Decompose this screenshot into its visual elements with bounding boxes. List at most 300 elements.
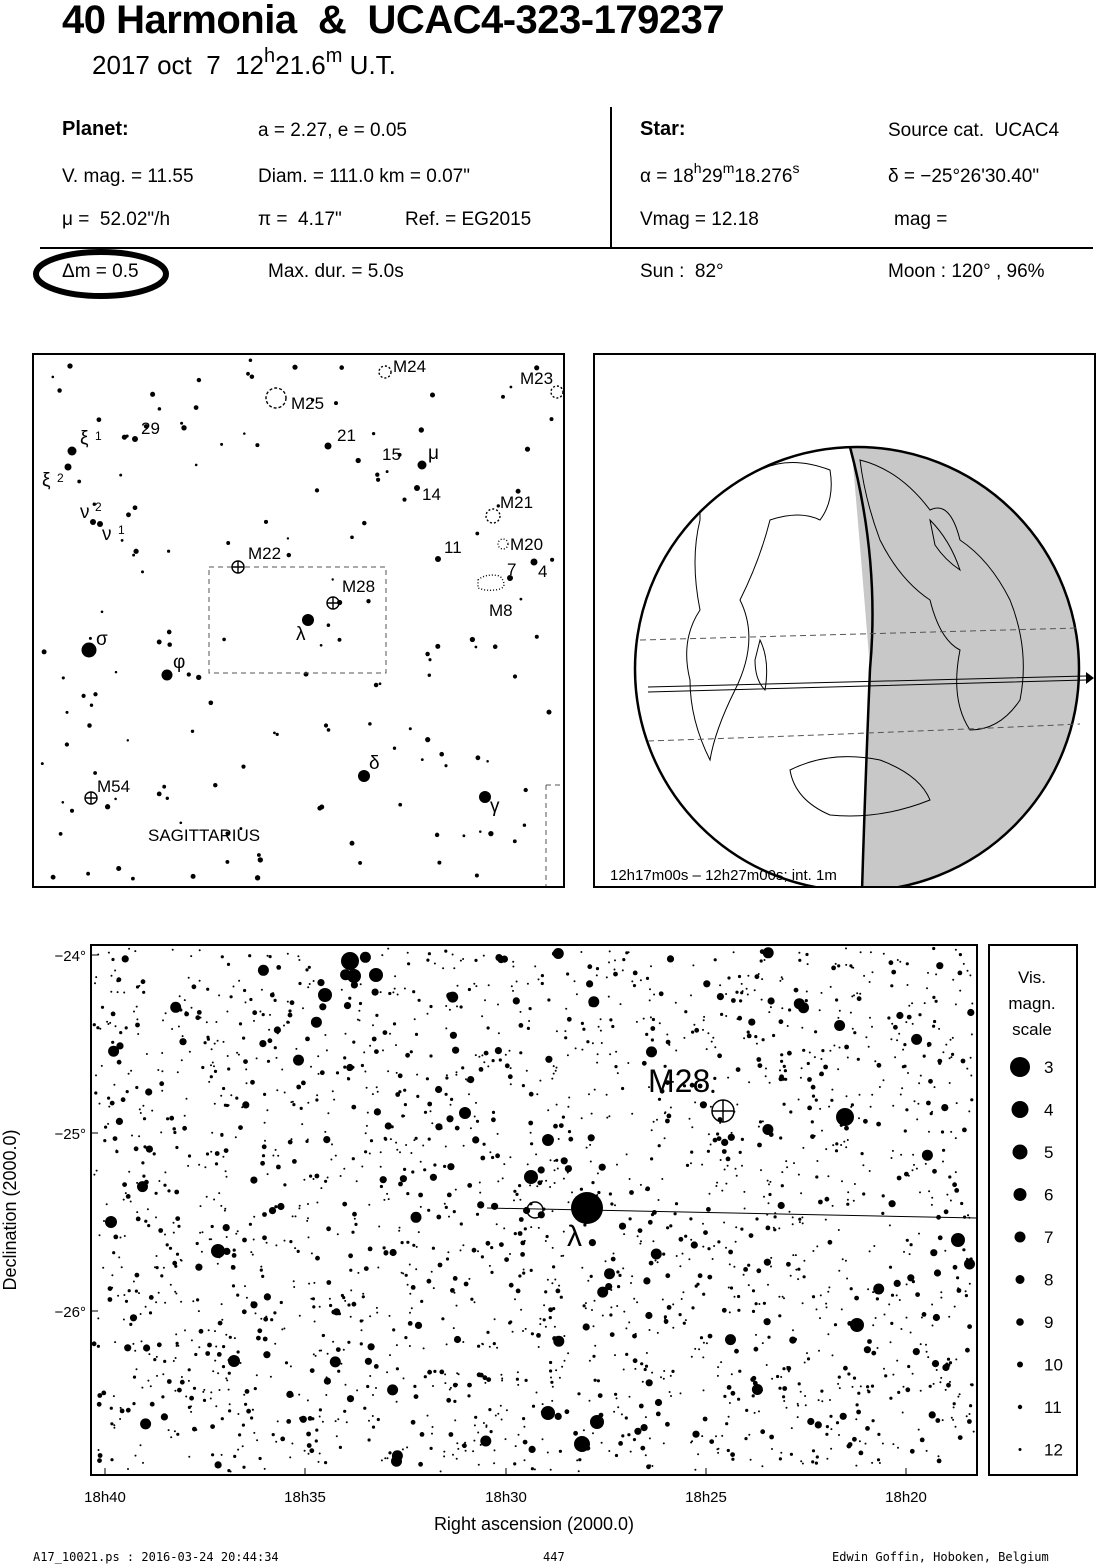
chart-star [872, 1324, 874, 1326]
chart-star [125, 1300, 128, 1303]
chart-star [327, 1177, 329, 1179]
chart-star [971, 1003, 973, 1005]
chart-star [522, 1084, 525, 1087]
chart-star [286, 1021, 289, 1024]
svg-text:2: 2 [57, 471, 64, 485]
chart-star [801, 1216, 803, 1218]
chart-star [274, 1343, 276, 1345]
chart-star [802, 1049, 805, 1052]
chart-star [122, 955, 129, 962]
chart-star [729, 1402, 731, 1404]
chart-star [505, 1054, 507, 1056]
chart-star [497, 1180, 499, 1182]
chart-star [427, 1013, 429, 1015]
chart-star [756, 1268, 761, 1273]
chart-star [743, 1191, 745, 1193]
chart-star [547, 1279, 549, 1281]
chart-star [539, 1323, 541, 1325]
chart-star [644, 1368, 647, 1371]
chart-star [280, 1437, 285, 1442]
chart-star [903, 1065, 906, 1068]
chart-star [724, 1169, 726, 1171]
chart-star [803, 1275, 806, 1278]
chart-star [467, 1383, 472, 1388]
chart-star [550, 1469, 552, 1471]
chart-star [552, 1386, 554, 1388]
chart-star [95, 1074, 97, 1076]
chart-star [761, 978, 763, 980]
field-star [493, 644, 498, 649]
chart-star [872, 971, 874, 973]
chart-star [300, 1107, 303, 1110]
chart-star [761, 1465, 763, 1467]
chart-star [755, 1217, 758, 1220]
chart-star [641, 1424, 648, 1431]
chart-star [298, 982, 301, 985]
chart-star [781, 1184, 784, 1187]
chart-star [863, 975, 865, 977]
chart-star [137, 1033, 139, 1035]
chart-star [618, 1274, 621, 1277]
chart-star [146, 1146, 153, 1153]
chart-star [387, 1384, 398, 1395]
chart-star [694, 1028, 699, 1033]
chart-star [747, 975, 749, 977]
chart-star [498, 956, 505, 963]
chart-star [415, 1033, 418, 1036]
chart-star [670, 1375, 672, 1377]
chart-star [399, 1151, 401, 1153]
chart-star [444, 1203, 446, 1205]
chart-star [410, 1152, 412, 1154]
label-nu2: ν [80, 502, 90, 523]
chart-star [237, 1230, 239, 1232]
chart-star [106, 1203, 108, 1205]
chart-star [161, 1070, 163, 1072]
field-star [82, 694, 86, 698]
chart-star [600, 1018, 602, 1020]
chart-star [376, 1312, 378, 1314]
chart-star [225, 1170, 227, 1172]
chart-star [951, 1417, 953, 1419]
chart-star [591, 1309, 593, 1311]
chart-star [744, 1208, 746, 1210]
chart-star [368, 1420, 370, 1422]
chart-star [902, 1049, 904, 1051]
chart-star [696, 1283, 699, 1286]
chart-star [568, 1137, 573, 1142]
chart-star [199, 1232, 201, 1234]
chart-star [144, 1220, 147, 1223]
chart-star [418, 1193, 423, 1198]
field-star [376, 478, 380, 482]
chart-star [798, 1174, 800, 1176]
chart-star [758, 973, 760, 975]
chart-star [368, 1247, 373, 1252]
chart-star [327, 1353, 329, 1355]
chart-star [416, 1095, 419, 1098]
chart-star [217, 1372, 219, 1374]
chart-star [745, 1409, 748, 1412]
chart-star [493, 1342, 496, 1345]
field-star [241, 765, 245, 769]
field-star [115, 671, 118, 674]
chart-star [434, 963, 436, 965]
chart-star [743, 1274, 745, 1276]
chart-star [767, 1284, 769, 1286]
chart-star [752, 1384, 763, 1395]
chart-star [717, 1452, 719, 1454]
chart-star [411, 1170, 414, 1173]
chart-star [912, 1154, 914, 1156]
finder-star-field [41, 358, 554, 880]
chart-star [748, 1434, 750, 1436]
chart-star [449, 1389, 451, 1391]
chart-star [96, 1170, 98, 1172]
field-star [476, 755, 481, 760]
chart-star [622, 969, 624, 971]
chart-star [519, 1051, 522, 1054]
chart-star [490, 1246, 493, 1249]
chart-star [800, 1391, 802, 1393]
chart-star [651, 1465, 653, 1467]
chart-star [336, 1435, 338, 1437]
chart-star [398, 1230, 400, 1232]
chart-star [166, 1243, 169, 1246]
chart-star [970, 1075, 972, 1077]
chart-star [588, 1093, 590, 1095]
chart-star [334, 1313, 336, 1315]
chart-star [649, 1437, 651, 1439]
chart-star [520, 1011, 522, 1013]
chart-star [337, 1233, 339, 1235]
chart-star [629, 1178, 631, 1180]
chart-star [376, 1086, 378, 1088]
field-star [546, 710, 551, 715]
chart-star [326, 1226, 331, 1231]
field-star [77, 480, 81, 484]
chart-star [108, 1046, 119, 1057]
field-star [167, 630, 172, 635]
chart-star [859, 1440, 861, 1442]
field-star [222, 638, 226, 642]
chart-star [140, 1418, 151, 1429]
chart-star [174, 1291, 176, 1293]
chart-star [818, 1399, 820, 1401]
chart-star [253, 1020, 255, 1022]
chart-star [264, 1122, 266, 1124]
chart-star [910, 1449, 915, 1454]
chart-star [484, 1382, 486, 1384]
chart-star [862, 1164, 864, 1166]
chart-star [478, 1056, 480, 1058]
chart-star [211, 1132, 213, 1134]
chart-star [228, 1389, 230, 1391]
chart-star [223, 1224, 230, 1231]
chart-star [512, 1331, 514, 1333]
chart-star [800, 1192, 802, 1194]
chart-star [474, 1301, 476, 1303]
field-star [121, 539, 124, 542]
chart-star [692, 964, 694, 966]
chart-star [261, 1275, 264, 1278]
chart-star [324, 1461, 327, 1464]
chart-star [905, 1021, 907, 1023]
chart-star [798, 1382, 801, 1385]
chart-star [691, 1126, 693, 1128]
chart-star [102, 1267, 104, 1269]
chart-star [238, 980, 240, 982]
chart-star [614, 1354, 616, 1356]
chart-star [446, 992, 453, 999]
chart-star [532, 1405, 535, 1408]
field-star [428, 658, 431, 661]
chart-star [923, 1055, 926, 1058]
chart-star [658, 1199, 660, 1201]
chart-star [606, 1117, 608, 1119]
chart-star [770, 1266, 772, 1268]
chart-star [374, 1049, 379, 1054]
chart-star [492, 1111, 495, 1114]
chart-star [188, 1456, 190, 1458]
chart-star [429, 1054, 432, 1057]
chart-star [192, 984, 197, 989]
chart-star [551, 1078, 553, 1080]
chart-star [760, 1169, 762, 1171]
chart-star [175, 1293, 177, 1295]
chart-star [859, 993, 861, 995]
chart-star [907, 1015, 912, 1020]
chart-star [702, 1029, 704, 1031]
chart-star [128, 948, 130, 950]
chart-star [575, 1047, 577, 1049]
chart-star [174, 1190, 179, 1195]
chart-star [797, 1403, 799, 1405]
chart-star [206, 1152, 209, 1155]
chart-star [736, 1067, 741, 1072]
chart-star [542, 1403, 544, 1405]
chart-star [693, 1024, 695, 1026]
chart-star [483, 1061, 485, 1063]
chart-star [415, 1322, 422, 1329]
chart-star [794, 988, 799, 993]
chart-star [143, 1145, 146, 1148]
chart-star [707, 1247, 710, 1250]
chart-star [254, 1387, 257, 1390]
chart-star [645, 1454, 647, 1456]
chart-star [633, 984, 636, 987]
chart-star [583, 1429, 585, 1431]
chart-star [892, 1150, 894, 1152]
chart-star [543, 1318, 546, 1321]
chart-star [780, 1060, 783, 1063]
chart-star [126, 1194, 131, 1199]
chart-star [226, 1011, 228, 1013]
chart-star [184, 999, 186, 1001]
chart-star [549, 1316, 552, 1319]
chart-star [277, 1420, 279, 1422]
chart-star [960, 1202, 963, 1205]
chart-star [366, 1087, 368, 1089]
chart-star [215, 1162, 218, 1165]
bright-star [228, 1355, 240, 1367]
chart-star [405, 1053, 410, 1058]
chart-star [365, 1358, 372, 1365]
chart-star [242, 1037, 245, 1040]
chart-star [246, 1409, 251, 1414]
chart-star [750, 1459, 752, 1461]
chart-star [949, 1361, 952, 1364]
chart-star [953, 1402, 956, 1405]
chart-star [101, 1006, 104, 1009]
field-star [41, 762, 44, 765]
legend-dot [1018, 1405, 1022, 1409]
chart-star [446, 1074, 448, 1076]
field-star [368, 722, 372, 726]
chart-star [212, 1062, 214, 1064]
chart-star [769, 1082, 771, 1084]
chart-star [685, 1319, 687, 1321]
chart-star [906, 1239, 909, 1242]
field-star [246, 372, 250, 376]
chart-star [364, 955, 367, 958]
star-ra: $\alpha = 18^h29^m18.276^s$ [640, 160, 800, 187]
field-star [375, 473, 379, 477]
chart-star [877, 1063, 882, 1068]
chart-star [375, 1014, 378, 1017]
chart-star [684, 1010, 687, 1013]
chart-star [399, 1227, 401, 1229]
chart-star [725, 993, 727, 995]
chart-star [420, 1432, 425, 1437]
chart-star [925, 1163, 927, 1165]
field-star [419, 427, 424, 432]
chart-star [828, 1286, 830, 1288]
chart-star [360, 1319, 363, 1322]
chart-star [347, 1303, 350, 1306]
chart-star [920, 1438, 925, 1443]
chart-star [366, 1125, 368, 1127]
chart-star [868, 1046, 870, 1048]
chart-star [127, 1468, 129, 1470]
chart-star [760, 959, 763, 962]
chart-star [872, 1419, 875, 1422]
chart-star [98, 1453, 103, 1458]
chart-star [852, 1437, 857, 1442]
chart-star [825, 1148, 827, 1150]
chart-star [481, 1054, 483, 1056]
chart-star [319, 1408, 322, 1411]
chart-star [297, 955, 299, 957]
chart-star [853, 1200, 855, 1202]
chart-star [896, 1012, 903, 1019]
chart-star [109, 1022, 111, 1024]
chart-star [891, 1157, 893, 1159]
chart-star [108, 952, 110, 954]
chart-star [125, 1192, 127, 1194]
chart-star [863, 1119, 868, 1124]
chart-star [277, 1155, 279, 1157]
chart-star [519, 1217, 524, 1222]
chart-star [481, 1255, 484, 1258]
chart-star [803, 1260, 805, 1262]
chart-star [230, 995, 233, 998]
chart-star [383, 1199, 385, 1201]
field-star [250, 374, 255, 379]
chart-star [320, 1187, 322, 1189]
chart-star [177, 1071, 179, 1073]
chart-star [134, 950, 136, 952]
chart-star [438, 1263, 443, 1268]
chart-star [691, 1031, 694, 1034]
chart-star [103, 1220, 105, 1222]
chart-star [296, 1085, 301, 1090]
chart-star [372, 1093, 374, 1095]
chart-star [536, 1185, 538, 1187]
chart-star [946, 1383, 951, 1388]
chart-star [589, 1400, 591, 1402]
field-star [475, 646, 478, 649]
star-source-catalog: Source cat. UCAC4 [888, 120, 1060, 141]
chart-star [259, 1457, 262, 1460]
chart-star [221, 955, 224, 958]
label-xi2: ξ [42, 470, 51, 491]
chart-star [814, 1056, 816, 1058]
chart-star [549, 1361, 552, 1364]
chart-star [837, 1383, 839, 1385]
svg-text:2: 2 [95, 500, 102, 514]
field-star [255, 443, 259, 447]
chart-star [956, 1276, 959, 1279]
chart-star [231, 1265, 233, 1267]
chart-star [111, 1041, 114, 1044]
chart-star [747, 1034, 752, 1039]
chart-star [834, 1323, 837, 1326]
bright-star [524, 1170, 538, 1184]
chart-star [326, 1049, 328, 1051]
chart-star [147, 1380, 149, 1382]
chart-star [926, 987, 928, 989]
chart-star [358, 1010, 360, 1012]
chart-star [456, 1458, 458, 1460]
chart-star [846, 1095, 848, 1097]
chart-star [871, 1385, 874, 1388]
chart-star [516, 981, 518, 983]
chart-star [256, 1057, 258, 1059]
chart-star [783, 1297, 785, 1299]
chart-star [839, 1020, 841, 1022]
chart-star [380, 1185, 383, 1188]
chart-star [879, 1086, 881, 1088]
chart-star [317, 979, 324, 986]
chart-star [235, 1136, 237, 1138]
star-mag: mag = [894, 209, 948, 230]
chart-star [374, 1364, 379, 1369]
chart-star [802, 1147, 804, 1149]
chart-star [769, 1132, 774, 1137]
chart-star [588, 1134, 595, 1141]
field-star [439, 752, 444, 757]
chart-star [510, 1067, 512, 1069]
chart-star [838, 1270, 840, 1272]
chart-star [874, 1060, 876, 1062]
chart-star [523, 1426, 525, 1428]
chart-star [845, 964, 847, 966]
chart-star [243, 1059, 248, 1064]
chart-star [642, 1061, 647, 1066]
chart-star [935, 1418, 940, 1423]
chart-star [669, 1224, 672, 1227]
